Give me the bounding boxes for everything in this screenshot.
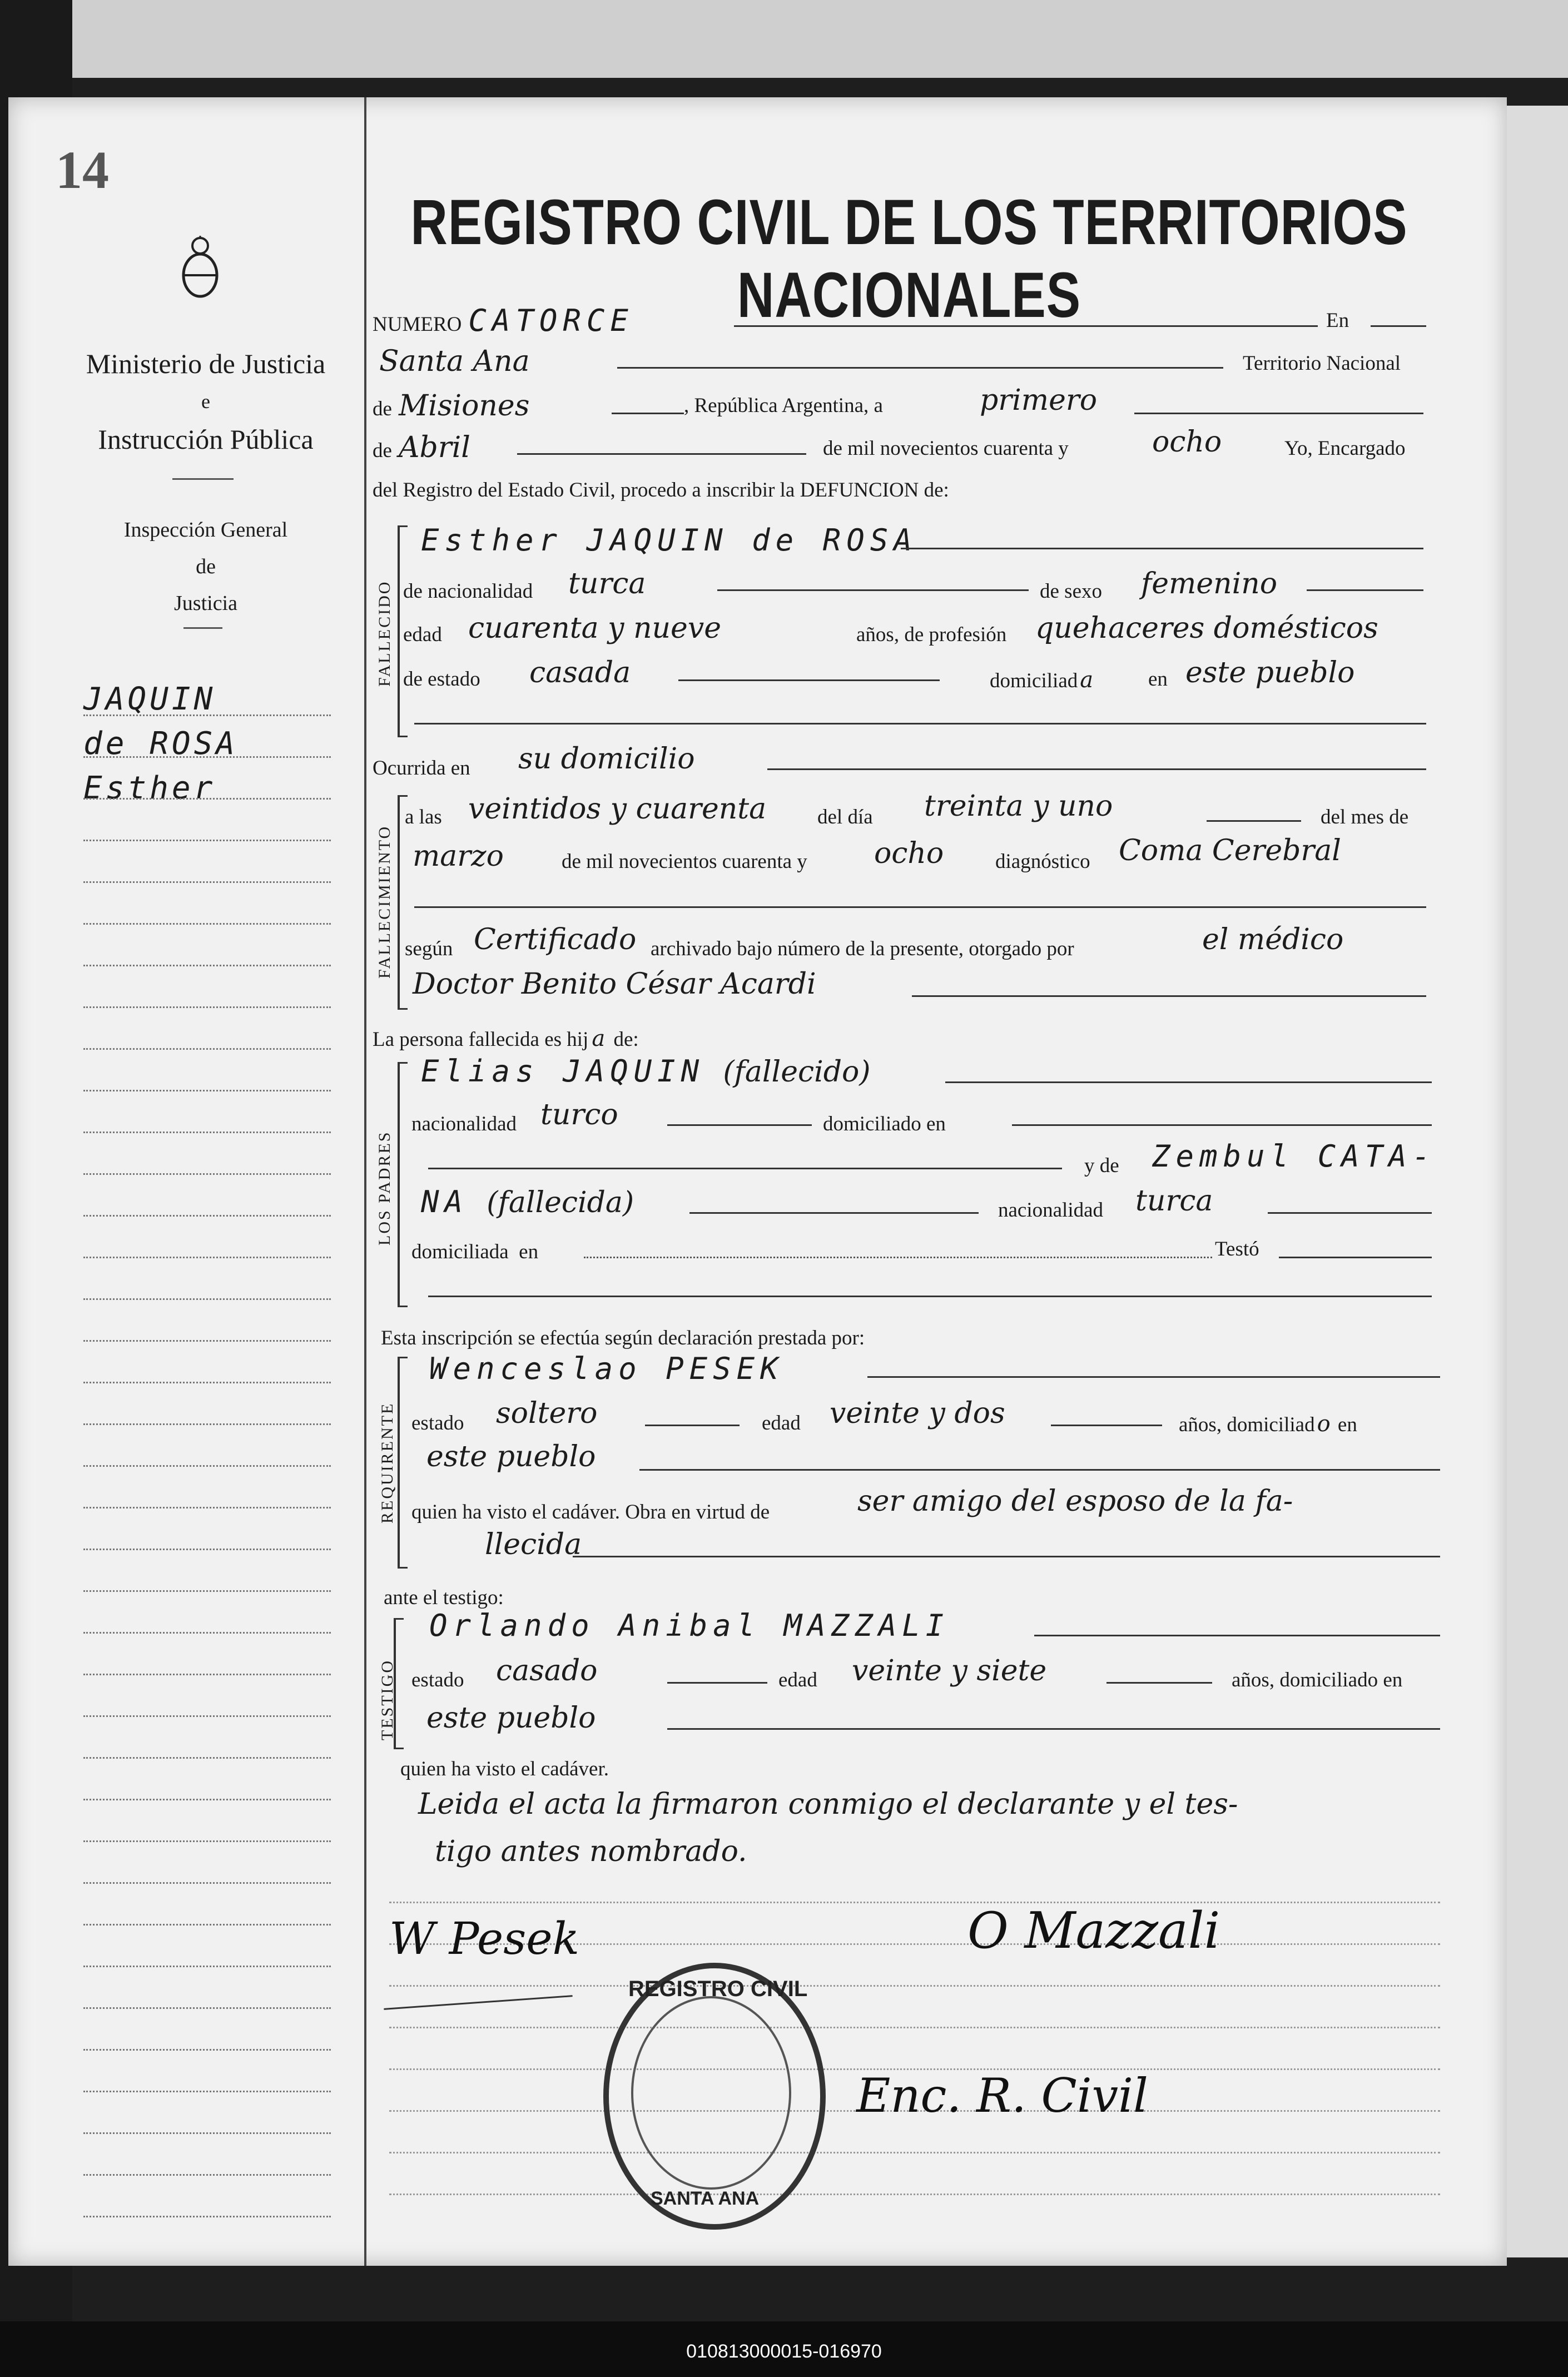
fallecido-side-label: FALLECIDO <box>375 580 394 687</box>
dia-value: primero <box>980 384 1098 417</box>
fallecimiento-diagnostico: Coma Cerebral <box>1119 834 1341 867</box>
requirente-bracket <box>398 1357 408 1569</box>
requirente-anios-label: años, domiciliad <box>1179 1413 1315 1436</box>
nacionalidad-label: de nacionalidad <box>403 580 533 603</box>
margin-ruled-line <box>83 1257 331 1258</box>
previous-page-edge <box>72 0 1568 78</box>
padre-domiciliado-label: domiciliado en <box>823 1113 946 1135</box>
ministry-line-1: Ministerio de Justicia <box>86 348 326 379</box>
mes-row <box>373 431 477 464</box>
margin-name-line-1: JAQUIN <box>83 681 216 717</box>
body-ruled-line <box>389 1902 1440 1903</box>
fallecimiento-mes: marzo <box>413 840 504 873</box>
margin-ruled-line <box>83 1298 331 1300</box>
page-number: 14 <box>56 140 109 200</box>
margin-ruled-line <box>83 1090 331 1091</box>
anio-label: de mil novecientos cuarenta y <box>823 437 1069 460</box>
mes-value: Abril <box>398 431 470 464</box>
fallecido-edad: cuarenta y nueve <box>468 612 721 645</box>
requirente-side-label: REQUIRENTE <box>378 1402 396 1524</box>
inspeccion-line-2: de <box>196 555 216 578</box>
fallecimiento-dia: treinta y uno <box>924 790 1113 823</box>
body-ruled-line <box>389 2027 1440 2028</box>
madre-domiciliada-row <box>411 1240 538 1264</box>
fill-line <box>428 1296 1432 1297</box>
fill-line <box>1134 413 1423 414</box>
testo-label: Testó <box>1215 1238 1259 1261</box>
padres-bracket <box>398 1062 408 1307</box>
margin-ruled-line <box>83 965 331 966</box>
inspeccion-line-3: Justicia <box>174 592 237 615</box>
margin-ruled-line <box>83 1632 331 1634</box>
territorio-value: Misiones <box>398 389 530 423</box>
y-de-label: y de <box>1084 1154 1119 1177</box>
numero-row <box>373 303 641 338</box>
margin-ruled-line <box>83 1674 331 1675</box>
profesion-label: años, de profesión <box>856 623 1007 646</box>
stamp-text-bottom: SANTA ANA <box>651 2188 760 2209</box>
fill-line <box>734 325 1318 327</box>
margin-ruled-line <box>83 798 331 800</box>
margin-ruled-line <box>83 1799 331 1800</box>
requirente-edad-label: edad <box>762 1412 801 1435</box>
madre-nombre-1: Zembul CATA- <box>1152 1139 1436 1174</box>
requirente-obra-1: ser amigo del esposo de la fa- <box>857 1485 1293 1518</box>
edad-label: edad <box>403 623 442 646</box>
fill-line <box>428 1168 1062 1169</box>
margin-ruled-line <box>83 2007 331 2009</box>
margin-ruled-line <box>83 840 331 841</box>
next-page-edge <box>1507 106 1568 2257</box>
fill-line <box>612 413 684 414</box>
margin-ruled-line <box>83 923 331 925</box>
fill-line <box>1207 820 1301 822</box>
margin-ruled-line <box>83 2049 331 2051</box>
fill-line <box>901 548 1423 549</box>
domiciliado-row <box>990 667 1095 693</box>
fill-line <box>1307 589 1423 591</box>
coat-of-arms-icon <box>178 234 222 300</box>
inspeccion-heading <box>100 512 311 622</box>
domiciliado-label: domiciliad <box>990 669 1078 692</box>
del-mes-label: del mes de <box>1321 806 1409 828</box>
fill-line <box>912 995 1426 997</box>
padres-intro-suffix: a <box>592 1026 606 1051</box>
testigo-domicilio: este pueblo <box>426 1701 596 1735</box>
lugar-row <box>373 345 537 378</box>
margin-ruled-line <box>83 2174 331 2176</box>
testigo-side-label: TESTIGO <box>378 1659 396 1740</box>
fill-line <box>617 367 1223 369</box>
margin-ruled-line <box>83 2091 331 2092</box>
body-ruled-line <box>389 2194 1440 2195</box>
inspeccion-line-1: Inspección General <box>123 518 288 542</box>
margin-ruled-line <box>83 1840 331 1842</box>
registro-label: del Registro del Estado Civil, procedo a inscribir la DEFUNCION de: <box>373 479 949 502</box>
madre-nombre-2: NA <box>421 1184 469 1219</box>
margin-ruled-line <box>83 1006 331 1008</box>
lugar-value: Santa Ana <box>379 345 530 378</box>
fallecido-nombre: Esther JAQUIN de ROSA <box>421 523 917 558</box>
margin-ruled-line <box>83 1382 331 1383</box>
fallecimiento-segun: Certificado <box>474 923 637 956</box>
body-ruled-line <box>389 1985 1440 1987</box>
fill-line <box>689 1212 979 1214</box>
padre-nacionalidad: turco <box>540 1098 618 1132</box>
requirente-obra-2: llecida <box>485 1528 582 1561</box>
fallecimiento-hora: veintidos y cuarenta <box>468 792 767 826</box>
fill-line <box>1371 325 1426 327</box>
en-label: en <box>1148 668 1168 691</box>
requirente-edad: veinte y dos <box>830 1397 1005 1430</box>
fill-line <box>945 1081 1432 1083</box>
fill-line <box>1051 1425 1162 1426</box>
fill-line <box>414 906 1426 908</box>
margin-ruled-line <box>83 756 331 758</box>
fallecido-domicilio: este pueblo <box>1185 656 1355 689</box>
testigo-edad: veinte y siete <box>852 1654 1047 1688</box>
fill-line <box>1268 1212 1432 1214</box>
fallecimiento-anio-label: de mil novecientos cuarenta y <box>562 850 807 873</box>
fill-line <box>767 768 1426 770</box>
ministry-line-2: e <box>201 390 210 413</box>
testigo-edad-label: edad <box>778 1669 817 1691</box>
margin-ruled-line <box>83 1048 331 1050</box>
republica-label: , República Argentina, a <box>684 394 883 417</box>
margin-ruled-line <box>83 1966 331 1967</box>
en-label: en <box>519 1240 539 1263</box>
ocurrida-value: su domicilio <box>518 742 695 776</box>
padres-side-label: LOS PADRES <box>375 1130 394 1245</box>
segun-label: según <box>405 937 453 960</box>
margin-divider <box>172 478 234 480</box>
madre-nacionalidad: turca <box>1135 1184 1213 1218</box>
stamp-inner-ring <box>631 1996 791 2190</box>
margin-name-line-3: Esther <box>83 770 216 806</box>
territorio-row <box>373 389 536 423</box>
cierre-linea-1: Leida el acta la firmaron conmigo el declarante y el tes- <box>418 1788 1238 1821</box>
fill-line <box>1279 1257 1432 1258</box>
del-dia-label: del día <box>817 806 873 828</box>
testigo-anios-label: años, domiciliado en <box>1232 1669 1403 1691</box>
fill-line <box>517 453 806 455</box>
domiciliado-suffix: a <box>1080 667 1094 693</box>
a-las-label: a las <box>405 806 442 828</box>
fill-line <box>1034 1635 1440 1636</box>
margin-ruled-line <box>83 881 331 883</box>
padre-nota: (fallecido) <box>723 1055 871 1089</box>
stamp-text-top: REGISTRO CIVIL <box>628 1977 808 2001</box>
sexo-label: de sexo <box>1040 580 1102 603</box>
ministry-line-3: Instrucción Pública <box>98 424 314 455</box>
margin-ruled-line <box>83 714 331 716</box>
madre-nacionalidad-label: nacionalidad <box>998 1199 1104 1222</box>
fill-line <box>667 1728 1440 1730</box>
margin-ruled-line <box>83 2132 331 2134</box>
fill-line <box>639 1469 1440 1471</box>
margin-name-line-2: de ROSA <box>83 726 239 762</box>
de-label: de <box>373 398 392 420</box>
padre-nacionalidad-label: nacionalidad <box>411 1113 517 1135</box>
margin-ruled-line <box>83 1215 331 1217</box>
yo-label: Yo, Encargado <box>1284 437 1406 460</box>
fallecido-nacionalidad: turca <box>568 567 646 601</box>
fill-line <box>1012 1124 1432 1126</box>
signature-testigo: O Mazzali <box>967 1902 1220 1960</box>
numero-label: NUMERO <box>373 313 462 336</box>
requirente-domiciliado-suffix: o <box>1317 1411 1331 1437</box>
territorio-label: Territorio Nacional <box>1243 352 1401 375</box>
ocurrida-label: Ocurrida en <box>373 757 470 780</box>
declaracion-intro: Esta inscripción se efectúa según declaración prestada por: <box>381 1327 865 1349</box>
estado-label: de estado <box>403 668 480 691</box>
padre-nombre: Elias JAQUIN <box>421 1054 705 1089</box>
fill-line <box>414 723 1426 724</box>
fill-line <box>678 679 940 681</box>
fallecimiento-side-label: FALLECIMIENTO <box>375 825 394 979</box>
requirente-estado: soltero <box>496 1397 598 1430</box>
margin-ruled-line <box>83 1715 331 1717</box>
testigo-nombre: Orlando Anibal MAZZALI <box>429 1608 950 1643</box>
fallecimiento-doctor: Doctor Benito César Acardi <box>413 967 816 1001</box>
testigo-estado-label: estado <box>411 1669 464 1691</box>
margin-ruled-line <box>83 1340 331 1342</box>
fallecido-sexo: femenino <box>1141 567 1278 601</box>
fallecido-profesion: quehaceres domésticos <box>1035 612 1378 645</box>
anio-value: ocho <box>1152 425 1222 459</box>
fallecimiento-anio: ocho <box>874 837 944 870</box>
margin-ruled-line <box>83 2216 331 2217</box>
numero-value: CATORCE <box>468 303 634 338</box>
margin-ruled-line <box>83 1757 331 1759</box>
margin-ruled-line <box>83 1465 331 1467</box>
requirente-nombre: Wenceslao PESEK <box>429 1351 784 1386</box>
requirente-en-label: en <box>1337 1413 1357 1436</box>
margin-ruled-line <box>83 1924 331 1926</box>
margin-ruled-line <box>83 1423 331 1425</box>
margin-ruled-line <box>83 1590 331 1592</box>
margin-ruled-line <box>83 1882 331 1884</box>
ministry-heading <box>72 345 339 458</box>
margin-divider <box>183 627 222 629</box>
en-label: En <box>1326 309 1349 332</box>
testigo-intro: ante el testigo: <box>384 1586 504 1609</box>
padres-de-label: de: <box>613 1028 639 1051</box>
margin-ruled-line <box>83 1507 331 1508</box>
cierre-linea-2: tigo antes nombrado. <box>435 1835 747 1868</box>
signature-encargado: Enc. R. Civil <box>856 2068 1148 2123</box>
margin-ruled-line <box>83 1132 331 1133</box>
margin-ruled-line <box>83 1173 331 1175</box>
fallecido-estado: casada <box>529 656 631 689</box>
domiciliada-label: domiciliada <box>411 1240 509 1263</box>
archivado-label: archivado bajo número de la presente, otorgado por <box>651 937 1074 960</box>
fill-line <box>667 1682 767 1684</box>
dotted-line <box>584 1257 1212 1258</box>
requirente-domicilio: este pueblo <box>426 1440 596 1473</box>
padres-intro <box>373 1026 639 1051</box>
requirente-anios-row <box>1179 1411 1357 1437</box>
fallecimiento-otorgado: el médico <box>1202 923 1344 956</box>
requirente-estado-label: estado <box>411 1412 464 1435</box>
testigo-estado: casado <box>496 1654 598 1688</box>
fill-line <box>717 589 1029 591</box>
fill-line <box>573 1556 1440 1557</box>
scan-id: 010813000015-016970 <box>686 2341 882 2362</box>
fill-line <box>667 1124 812 1126</box>
padres-intro-label: La persona fallecida es hij <box>373 1028 589 1051</box>
fill-line <box>867 1376 1440 1378</box>
obra-label: quien ha visto el cadáver. Obra en virtud de <box>411 1501 770 1524</box>
diagnostico-label: diagnóstico <box>995 850 1090 873</box>
madre-nota: (fallecida) <box>487 1186 634 1219</box>
signature-declarante: W Pesek <box>389 1913 580 1964</box>
margin-ruled-line <box>83 1549 331 1550</box>
body-ruled-line <box>389 2152 1440 2153</box>
fill-line <box>1106 1682 1212 1684</box>
testigo-visto-label: quien ha visto el cadáver. <box>400 1758 609 1780</box>
de-label: de <box>373 439 392 462</box>
fill-line <box>645 1425 740 1426</box>
document-title: REGISTRO CIVIL DE LOS TERRITORIOS NACIONALES <box>410 187 1408 331</box>
